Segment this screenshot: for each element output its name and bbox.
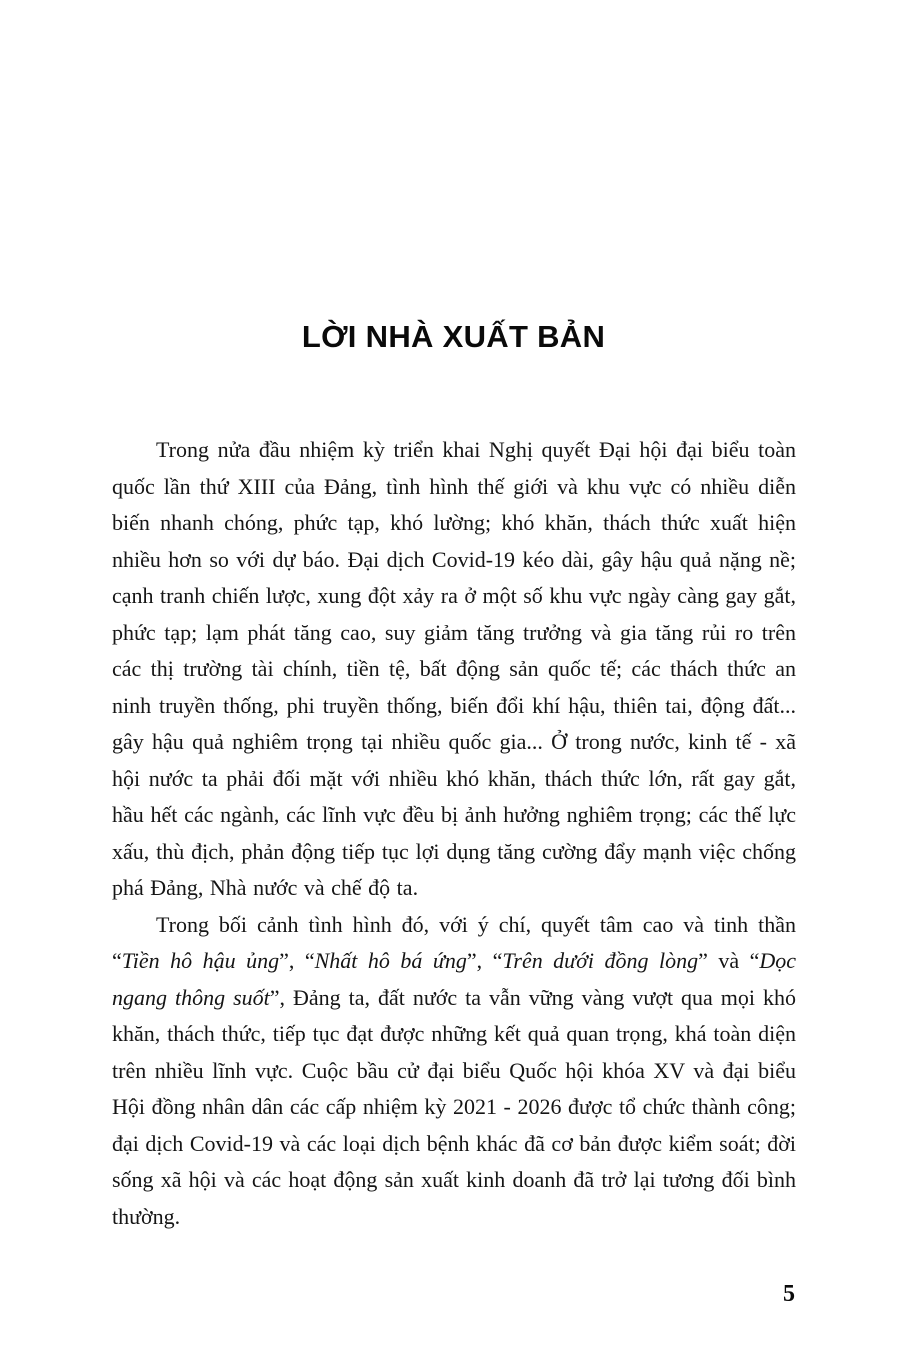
page-number: 5 [783, 1281, 795, 1307]
text-run: Trong bối cảnh tình hình đó, với ý chí, quyết tâm cao và tinh thần “ [112, 911, 796, 973]
text-run: ” và “ [698, 948, 760, 973]
paragraph-1 [112, 432, 796, 907]
italic-phrase: Tiền hô hậu ủng [121, 948, 280, 973]
italic-phrase: Dọc ngang thông suốt [112, 948, 797, 1010]
paragraph-2 [112, 907, 796, 1236]
italic-phrase: Trên dưới đồng lòng [502, 948, 699, 973]
text-run: ”, Đảng ta, đất nước ta vẫn vững vàng vượt qua mọi khó khăn, thách thức, tiếp tục đạt được những kết quả quan trọng, khá toàn diện trên nhiều lĩnh vực. Cuộc bầu cử đại biểu Quốc hội khóa XV và đại biểu Hội đồng nhân dân các cấp nhiệm kỳ 2021 - 2026 được tổ chức thành công; đại dịch Covid-19 và các loại dịch bệnh khác đã cơ bản được kiểm soát; đời sống xã hội và các hoạt động sản xuất kinh doanh đã trở lại tương đối bình thường. [112, 984, 796, 1229]
text-run: ”, “ [466, 948, 503, 973]
page-title: LỜI NHÀ XUẤT BẢN [301, 319, 606, 354]
text-run: Trong nửa đầu nhiệm kỳ triển khai Nghị quyết Đại hội đại biểu toàn quốc lần thứ XIII của Đảng, tình hình thế giới và khu vực có nhiều diễn biến nhanh chóng, phức tạp, khó lường; khó khăn, thách thức xuất hiện nhiều hơn so với dự báo. Đại dịch Covid-19 kéo dài, gây hậu quả nặng nề; cạnh tranh chiến lược, xung đột xảy ra ở một số khu vực ngày càng gay gắt, phức tạp; lạm phát tăng cao, suy giảm tăng trưởng và gia tăng rủi ro trên các thị trường tài chính, tiền tệ, bất động sản quốc tế; các thách thức an ninh truyền thống, phi truyền thống, biến đổi khí hậu, thiên tai, động đất... gây hậu quả nghiêm trọng tại nhiều quốc gia... Ở trong nước, kinh tế - xã hội nước ta phải đối mặt với nhiều khó khăn, thách thức lớn, rất gay gắt, hầu hết các ngành, các lĩnh vực đều bị ảnh hưởng nghiêm trọng; các thế lực xấu, thù địch, phản động tiếp tục lợi dụng tăng cường đẩy mạnh việc chống phá Đảng, Nhà nước và chế độ ta. [112, 437, 796, 900]
italic-phrase: Nhất hô bá ứng [314, 948, 467, 973]
body-text [112, 432, 796, 1235]
text-run: ”, “ [279, 948, 315, 973]
